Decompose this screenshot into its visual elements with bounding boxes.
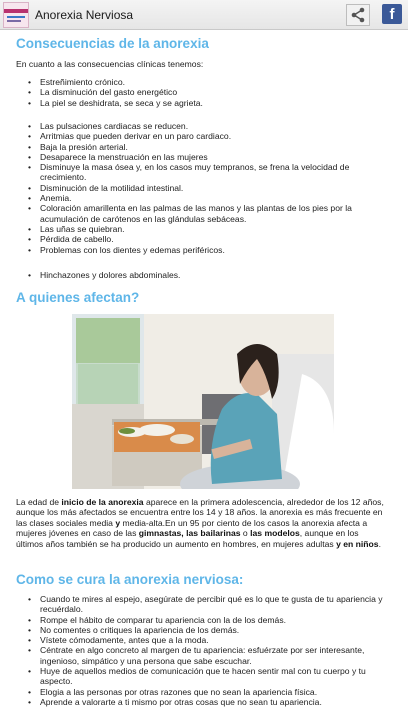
paragraph-text: La edad de [16, 497, 62, 507]
paragraph-text: . [378, 538, 381, 549]
list-item: • Las pulsaciones cardiacas se reducen. [17, 121, 387, 131]
list-item: • Huye de aquellos medios de comunicación que te hacen sentir mal con tu cuerpo y tu aspecto. [17, 666, 387, 687]
facebook-icon: f [389, 6, 395, 23]
list-item: • Disminución de la motilidad intestinal. [17, 183, 387, 193]
paragraph-text: , aunque en los últimos años también se ha producido un aumento en hombres, en mujeres adultas [16, 528, 359, 549]
bold-text: y [115, 517, 121, 528]
consequences-list-1 [17, 77, 387, 108]
list-item: • Aprende a valorarte a ti mismo por otras cosas que no sean tu apariencia. [17, 697, 387, 707]
list-item: • Desaparece la menstruación en las mujeres [17, 152, 387, 162]
woman-hospital-photo [72, 314, 334, 489]
list-item: • Arritmias que pueden derivar en un paro cardiaco. [17, 131, 387, 141]
action-bar [0, 0, 408, 30]
list-item: • Hinchazones y dolores abdominales. [17, 270, 387, 280]
paragraph-text: aparece en la primera adolescencia, alrededor de los 12 años, aunque los más afectados se encuentra entre los 14 y 18 años. la anorexia es más frecuente en las clases sociales media [16, 497, 384, 528]
list-item: • Rompe el hábito de comparar tu apariencia con la de los demás. [17, 615, 387, 625]
list-item: • Coloración amarillenta en las palmas de las manos y las plantas de los pies por la acumulación de carótenos en las glándulas sebáceas. [17, 203, 387, 224]
list-item: • Cuando te mires al espejo, asegúrate de percibir qué es lo que te gusta de tu apariencia y recuérdalo. [17, 594, 387, 615]
share-icon [347, 5, 369, 25]
section-heading-como: Como se cura la anorexia nerviosa: [16, 572, 244, 587]
bold-text: inicio de la anorexia [61, 497, 144, 507]
facebook-button[interactable] [382, 4, 402, 24]
list-item: • No comentes o critiques la apariencia de los demás. [17, 625, 387, 635]
list-item: • La piel se deshidrata, se seca y se agrieta. [17, 98, 387, 108]
cure-tips-list [17, 594, 387, 707]
app-title: Anorexia Nerviosa [35, 8, 134, 22]
list-item: • Las uñas se quiebran. [17, 224, 387, 234]
bold-text: y en niños [336, 538, 379, 549]
consequences-list-2 [17, 121, 387, 255]
paragraph-text: media-alta.En un 95 por ciento de los casos la anorexia afecta a mujeres jóvenes en caso de las [16, 517, 368, 539]
list-item: • La disminución del gasto energético [17, 87, 387, 97]
list-item: • Estreñimiento crónico. [17, 77, 387, 87]
list-item: • Céntrate en algo concreto al margen de tu apariencia: esfuérzate por ser interesante, ingenioso, simpático y una persona que sabe escuchar. [17, 645, 387, 666]
paragraph-text: o [240, 528, 251, 539]
list-item: • Vístete cómodamente, antes que a la moda. [17, 635, 387, 645]
section-heading-quienes: A quienes afectan? [16, 290, 140, 305]
consequences-list-3 [17, 270, 387, 280]
share-button[interactable] [346, 4, 370, 26]
list-item: • Elogia a las personas por otras razones que no sean la apariencia física. [17, 687, 387, 697]
bold-text: gimnastas, [138, 528, 184, 539]
article-content[interactable] [0, 30, 408, 717]
intro-text: En cuanto a las consecuencias clínicas tenemos: [16, 59, 204, 69]
app-logo-icon[interactable] [3, 2, 29, 28]
list-item: • Baja la presión arterial. [17, 142, 387, 152]
section-heading-consecuencias: Consecuencias de la anorexia [16, 36, 209, 51]
list-item: • Problemas con los dientes y edemas periféricos. [17, 245, 387, 255]
list-item: • Disminuye la masa ósea y, en los casos muy tempranos, se frena la velocidad de crecimiento. [17, 162, 387, 183]
age-paragraph [16, 497, 388, 549]
list-item: • Anemia. [17, 193, 387, 203]
list-item: • Pérdida de cabello. [17, 234, 387, 244]
bold-text: las modelos [250, 528, 300, 539]
bold-text: las bailarinas [186, 528, 241, 539]
